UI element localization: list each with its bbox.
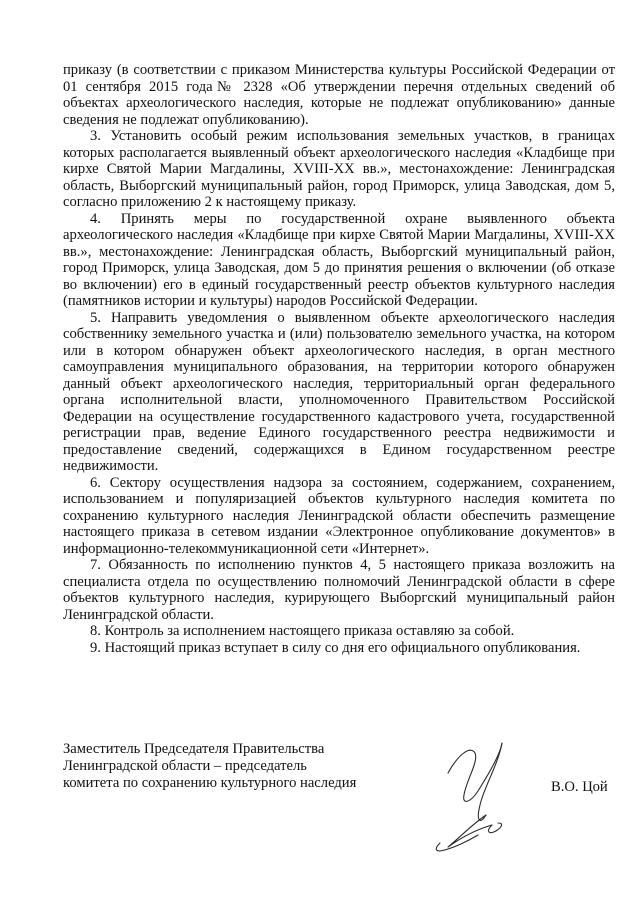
paragraph-item-8: 8. Контроль за исполнением настоящего приказа оставляю за собой.	[90, 623, 515, 639]
signatory-title-line-2: Ленинградской области – председатель	[63, 757, 307, 774]
signatory-title	[63, 741, 363, 791]
paragraph-continuation: приказу (в соответствии с приказом Министерства культуры Российской Федерации от 01 сентября 2015 года№ 2328 «Об утверждении перечня отдельных сведений об объектах археологического наследия, которые не подлежат опубликованию» данные сведения не подлежат опубликованию).	[63, 62, 615, 128]
paragraph-item-3: 3. Установить особый режим использования земельных участков, в границах которых располагается выявленный объект археологического наследия «Кладбище при кирхе Святой Марии Магдалины, XVIII-XX вв.», местонахождение: Ленинградская область, Выборгский муниципальный район, город Приморск, улица Заводская, дом 5, согласно приложению 2 к настоящему приказу.	[63, 128, 615, 210]
paragraph-item-7: 7. Обязанность по исполнению пунктов 4, 5 настоящего приказа возложить на специалиста отдела по осуществлению полномочий Ленинградской области в сфере объектов культурного наследия, курирующего Выборгский муниципальный район Ленинградской области.	[63, 557, 615, 623]
paragraph-item-4: 4. Принять меры по государственной охране выявленного объекта археологического наследия «Кладбище при кирхе Святой Марии Магдалины, XVIII-XX вв.», местонахождение: Ленинградская область, Выборгский муниципальный район, город Приморск, улица Заводская, дом 5 до принятия решения о включении (об отказе во включении) его в единый государственный реестр объектов культурного наследия (памятников истории и культуры) народов Российской Федерации.	[63, 210, 615, 309]
signatory-title-line-1: Заместитель Председателя Правительства	[63, 741, 325, 757]
signatory-title-line-3: комитета по сохранению культурного наследия	[63, 774, 357, 791]
paragraph-item-5: 5. Направить уведомления о выявленном объекте археологического наследия собственнику земельного участка и (или) пользователю земельного участка, на котором или в котором обнаружен объект археологического наследия, в орган местного самоуправления муниципального образования, на территории которого обнаружен данный объект археологического наследия, территориальный орган федерального органа исполнительной власти, уполномоченного Правительством Российской Федерации на осуществление государственного кадастрового учета, государственной регистрации прав, ведение Единого государственного реестра недвижимости и предоставление сведений, содержащихся в Едином государственном реестре недвижимости.	[63, 309, 615, 474]
signatory-name: В.О. Цой	[551, 779, 608, 795]
handwritten-signature	[418, 725, 553, 855]
paragraph-item-9: 9. Настоящий приказ вступает в силу со дня его официального опубликования.	[90, 639, 581, 656]
paragraph-item-6: 6. Сектору осуществления надзора за состоянием, содержанием, сохранением, использованием и популяризацией объектов культурного наследия комитета по сохранению культурного наследия Ленинградской области обеспечить размещение настоящего приказа в сетевом издании «Электронное опубликование документов» в информационно-телекоммуникационной сети «Интернет».	[63, 474, 615, 557]
order-body	[63, 62, 615, 656]
